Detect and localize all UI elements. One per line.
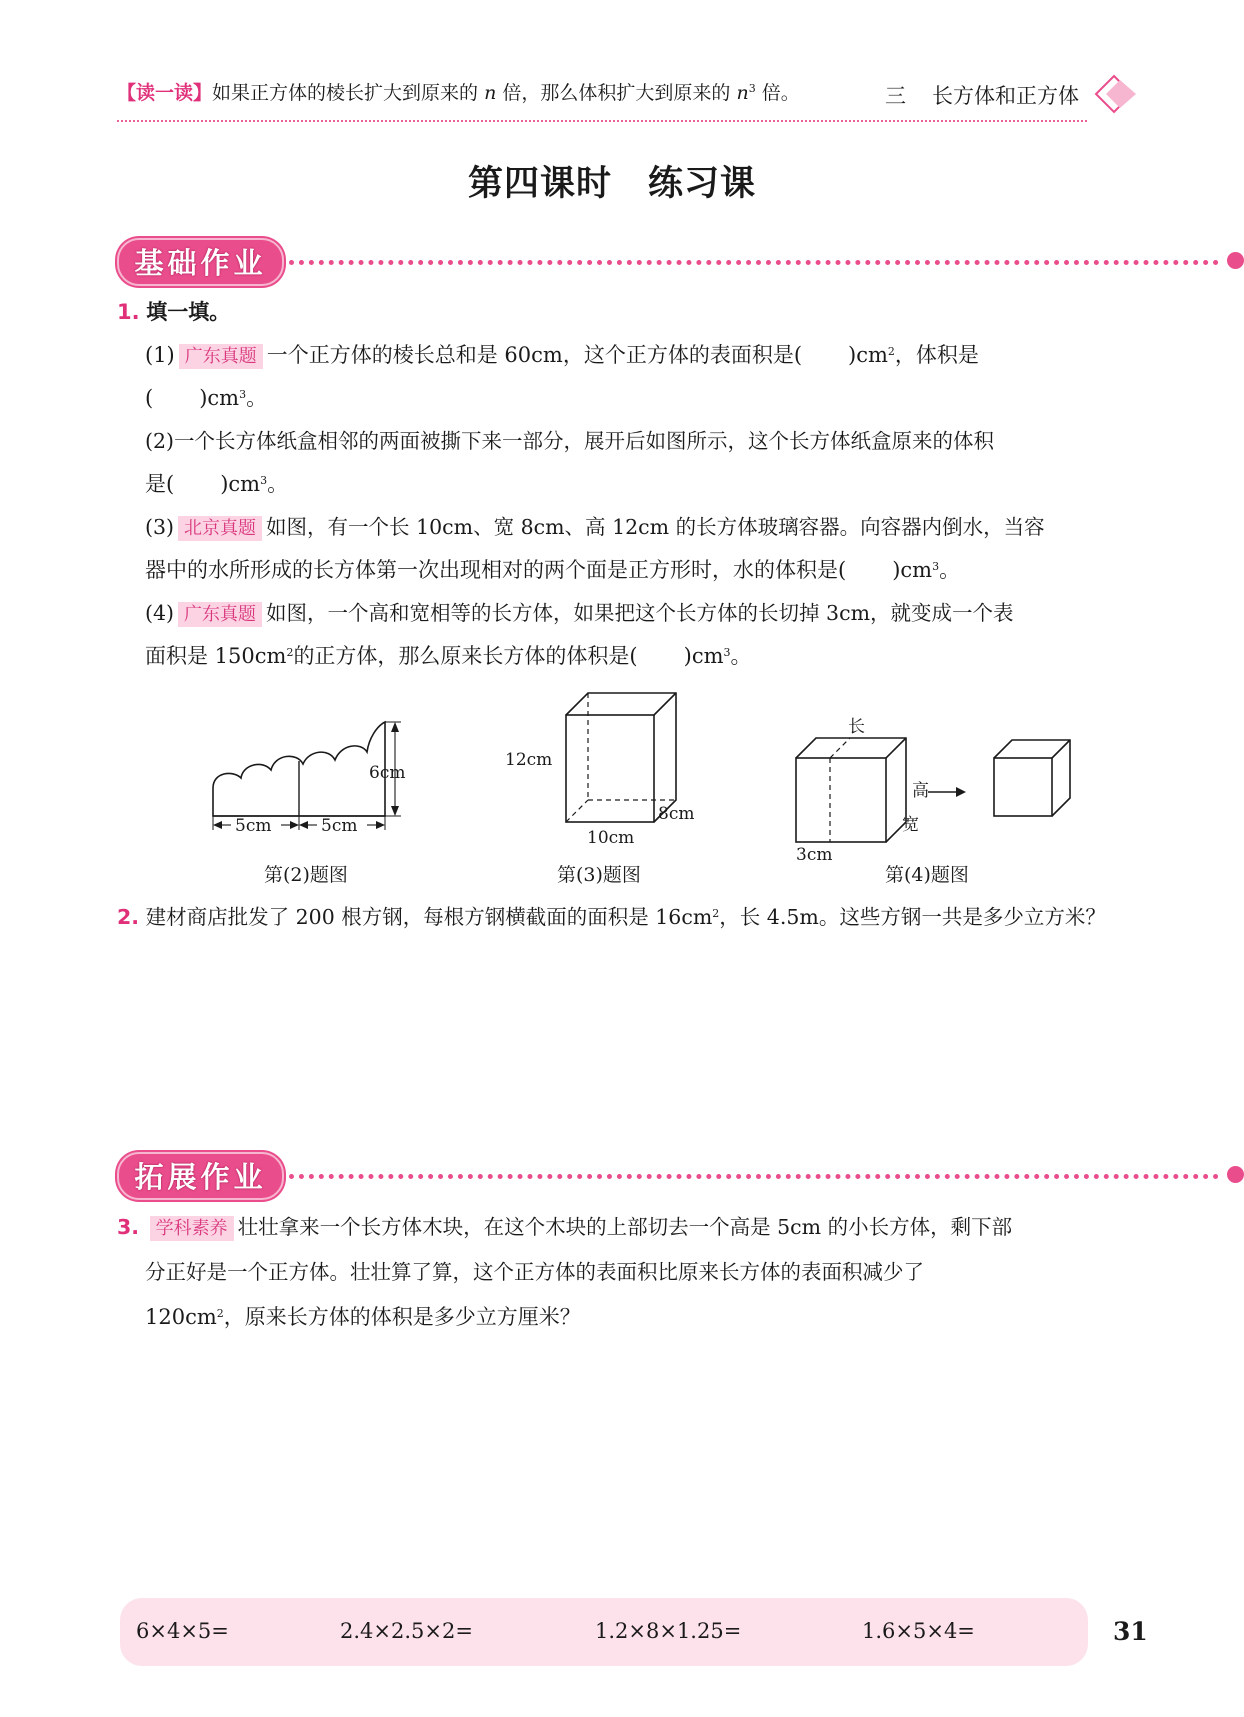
- question-3-line1: [117, 1206, 1012, 1250]
- question-text: 壮壮拿来一个长方体木块，在这个木块的上部切去一个高是 5cm 的小长方体，剩下部: [237, 1215, 1013, 1239]
- tip-var-n: n: [736, 82, 749, 104]
- tip-label: 【读一读】: [117, 82, 213, 104]
- answer-area-q3[interactable]: [117, 1350, 1087, 1570]
- exponent: 2: [712, 907, 720, 920]
- source-tag: 学科素养: [150, 1216, 234, 1241]
- fig2-left-label: 5cm: [235, 816, 272, 836]
- q1-part4-line1: [145, 592, 1014, 636]
- question-text: (: [145, 386, 154, 410]
- question-number: 1.: [117, 300, 140, 324]
- reading-tip: [117, 78, 800, 105]
- exponent: 3: [723, 646, 731, 659]
- fig3-height-label: 12cm: [505, 750, 553, 770]
- exponent: 3: [260, 474, 268, 487]
- question-text: 建材商店批发了 200 根方钢，每根方钢横截面的面积是 16cm: [145, 905, 713, 929]
- fig3-length-label: 10cm: [587, 828, 635, 848]
- figure-3-caption: 第(3)题图: [557, 864, 641, 886]
- exponent: 2: [286, 646, 294, 659]
- figure-4-caption: 第(4)题图: [885, 864, 969, 886]
- question-text: 如图，有一个长 10cm、宽 8cm、高 12cm 的长方体玻璃容器。向容器内倒水，当容: [266, 515, 1045, 539]
- page-title: 第四课时 练习课: [467, 164, 756, 204]
- question-text: 120cm: [145, 1305, 217, 1329]
- q1-part3-line2: [145, 549, 960, 592]
- exponent: 3: [932, 560, 940, 573]
- question-text: ，体积是: [894, 343, 979, 367]
- q1-part1-line1: [145, 334, 979, 378]
- exponent: 3: [239, 388, 247, 401]
- q1-part4-line2: [145, 635, 752, 678]
- answer-area-q2[interactable]: [117, 940, 1087, 1130]
- question-number: 2.: [117, 905, 140, 929]
- question-text: 一个正方体的棱长总和是 60cm，这个正方体的表面积是(: [266, 343, 803, 367]
- tip-text: 倍。: [761, 82, 800, 104]
- part-index: (3): [145, 515, 175, 539]
- q1-part1-line2: [145, 377, 267, 420]
- calc-expression[interactable]: 1.6×5×4=: [862, 1619, 975, 1643]
- fig3-width-label: 8cm: [658, 804, 695, 824]
- calc-expression[interactable]: 6×4×5=: [136, 1619, 229, 1643]
- question-instruction: 填一填。: [146, 300, 231, 324]
- chapter-number: 三: [885, 84, 906, 108]
- figure-2-caption: 第(2)题图: [264, 864, 348, 886]
- figure-3-glass-container: [505, 685, 705, 848]
- question-text: 。: [246, 386, 268, 410]
- question-text: ，长 4.5m。这些方钢一共是多少立方米？: [719, 905, 1106, 929]
- q1-part3-line1: [145, 506, 1045, 550]
- fig4-cut-label: 3cm: [796, 845, 833, 865]
- question-text: )cm: [892, 558, 933, 582]
- exponent: 2: [216, 1307, 224, 1320]
- question-text: )cm: [199, 386, 240, 410]
- tip-exponent: 3: [748, 82, 756, 95]
- calc-expression[interactable]: 1.2×8×1.25=: [595, 1619, 742, 1643]
- question-text: 如图，一个高和宽相等的长方体，如果把这个长方体的长切掉 3cm，就变成一个表: [266, 601, 1014, 625]
- question-text: 。: [267, 472, 289, 496]
- question-text: 器中的水所形成的长方体第一次出现相对的两个面是正方形时，水的体积是(: [145, 558, 847, 582]
- question-text: 的正方体，那么原来长方体的体积是(: [293, 644, 638, 668]
- question-text: )cm: [220, 472, 261, 496]
- question-text: 面积是 150cm: [145, 644, 287, 668]
- fig4-height-label: 高: [912, 781, 929, 801]
- section-dots: [289, 260, 1219, 265]
- question-text: )cm: [683, 644, 724, 668]
- question-2: [117, 896, 1106, 939]
- chapter-heading: [885, 80, 1079, 110]
- question-text: 是(: [145, 472, 175, 496]
- question-text: 。: [730, 644, 752, 668]
- source-tag: 广东真题: [178, 602, 262, 627]
- calc-expression[interactable]: 2.4×2.5×2=: [340, 1619, 473, 1643]
- part-index: (1): [145, 343, 175, 367]
- question-number: 3.: [117, 1215, 140, 1239]
- question-1-heading: [117, 291, 230, 334]
- question-text: ，原来长方体的体积是多少立方厘米？: [223, 1305, 581, 1329]
- tip-var-n: n: [484, 82, 497, 104]
- exponent: 2: [887, 345, 895, 358]
- tip-text: 如果正方体的棱长扩大到原来的: [212, 82, 479, 104]
- question-3-line2: 分正好是一个正方体。壮壮算了算，这个正方体的表面积比原来长方体的表面积减少了: [145, 1260, 924, 1284]
- section-dots: [289, 1174, 1219, 1179]
- section-end-dot: [1227, 252, 1244, 269]
- section-title: 拓展作业: [134, 1160, 267, 1194]
- part-index: (4): [145, 601, 175, 625]
- section-title: 基础作业: [134, 246, 267, 280]
- source-tag: 广东真题: [179, 344, 263, 369]
- q1-part2-line2: [145, 463, 288, 506]
- fig2-height-label: 6cm: [369, 763, 406, 783]
- section-end-dot: [1227, 1166, 1244, 1183]
- arrow-right-icon: [956, 787, 966, 797]
- figure-2-torn-box: [205, 708, 415, 843]
- page-number: 31: [1113, 1617, 1148, 1646]
- question-3-line3: [145, 1296, 581, 1339]
- q1-part2-line1: (2)一个长方体纸盒相邻的两面被撕下来一部分，展开后如图所示，这个长方体纸盒原来的体积: [145, 429, 995, 453]
- tip-text: 倍，那么体积扩大到原来的: [502, 82, 731, 104]
- fig4-width-label: 宽: [902, 815, 919, 835]
- question-text: )cm: [848, 343, 888, 367]
- figure-4-cut-cuboid: [780, 706, 1080, 865]
- fig4-length-label: 长: [848, 717, 865, 737]
- question-text: 。: [939, 558, 961, 582]
- oral-calc-bar: [120, 1598, 1088, 1666]
- diamond-icon: [1094, 74, 1140, 114]
- chapter-title: 长方体和正方体: [932, 84, 1079, 108]
- header-divider: [117, 120, 1087, 122]
- source-tag: 北京真题: [178, 516, 262, 541]
- fig2-right-label: 5cm: [321, 816, 358, 836]
